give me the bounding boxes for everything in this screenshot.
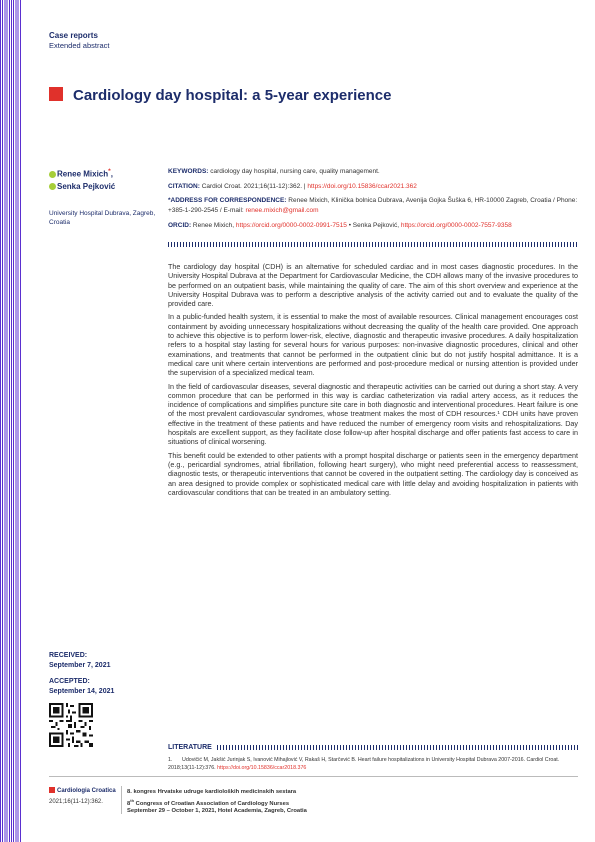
reference-link[interactable]: https://doi.org/10.15836/ccar2018.376 xyxy=(217,765,307,771)
article-body xyxy=(168,262,578,501)
journal-logo-icon xyxy=(49,787,55,793)
affiliation: University Hospital Dubrava, Zagreb, Croatia xyxy=(49,210,156,226)
paragraph: In a public-funded health system, it is essential to make the most of available resources. Clinical management encourages cost containment by avoiding unnecessary hospitalizations without decreasing the quality of the health care provided. One approach to achieve this objective is to perform lower-risk, elective, diagnostic and therapeutic invasive procedures. A daily hospitalization refers to a hospital stay lasting for several hours for various purposes: non-invasive diagnostic procedures, clinical and other examinations, and treatments that cannot be performed in the outpatient clinic but do not justify hospital admittance. It is a medical care unit where certain interventions are performed and post-procedure medical or nursing attention is provided under the supervision of a specialized medical team. xyxy=(168,312,578,378)
journal-name: Cardiologia Croatica xyxy=(49,787,116,796)
header-separator xyxy=(168,242,578,247)
qr-code-icon[interactable] xyxy=(49,703,93,747)
orcid-line: ORCID: Renee Mixich, https://orcid.org/0000-0002-0991-7515 • Senka Pejković, https://orcid.org/0000-0002-7557-9358 xyxy=(168,222,512,229)
page-edge-stripe xyxy=(0,0,21,842)
citation-line: CITATION: Cardiol Croat. 2021;16(11-12):362. | https://doi.org/10.15836/ccar2021.362 xyxy=(168,183,417,190)
received-date: September 7, 2021 xyxy=(49,662,111,669)
address-line: *ADDRESS FOR CORRESPONDENCE: Renee Mixich, Klinička bolnica Dubrava, Avenija Gojka Šuška 6, HR-10000 Zagreb, Croatia / Phone: +385-1-290-2545 / E-mail: renee.mixich@gmail.com xyxy=(168,197,578,214)
paragraph: The cardiology day hospital (CDH) is an alternative for scheduled cardiac and in most cases diagnostic procedures. In the University Hospital Dubrava at the Department for Cardiovascular Medicine, the CDH allows many of the invasive procedures to be performed on an outpatient basis, while maintaining the quality of care. The aim of this short overview and experience at the University Hospital Dubrava was to perform a descriptive analysis of the activity carried out and to evaluate the quality of the provided care. xyxy=(168,262,578,309)
accepted-label: ACCEPTED: xyxy=(49,678,90,685)
author-1: Renee Mixich*, xyxy=(49,167,113,180)
orcid-icon[interactable] xyxy=(49,171,56,178)
article-title: Cardiology day hospital: a 5-year experience xyxy=(73,87,392,104)
email-link[interactable]: renee.mixich@gmail.com xyxy=(245,207,319,214)
orcid-link-2[interactable]: https://orcid.org/0000-0002-7557-9358 xyxy=(400,222,512,229)
citation-doi-link[interactable]: https://doi.org/10.15836/ccar2021.362 xyxy=(307,183,417,190)
footer-rule xyxy=(49,776,578,777)
footer-divider xyxy=(121,786,122,814)
accepted-date: September 14, 2021 xyxy=(49,688,115,695)
paragraph: In the field of cardiovascular diseases, several diagnostic and therapeutic activities can be carried out during a short stay. A very common procedure that can be performed in this way is cardiac catheterization via radial artery access, as it reduces the incidence of complications and simplifies puncture site care in both diagnostic and interventional procedures. Heart failure is one of the most prevalent cardiovascular syndromes, whose treatment makes the most of CDH resources.¹ CDH units have proven effective in the treatment of these patients and have reduced the number of emergency room visits and rehospitalizations. Day hospitals are excellent support, as they facilitate close follow-up after hospital discharge and offer patients fast access to care in situations of clinical worsening. xyxy=(168,381,578,447)
title-marker xyxy=(49,87,63,101)
literature-separator xyxy=(217,745,578,750)
keywords-line: KEYWORDS: cardiology day hospital, nursing care, quality management. xyxy=(168,168,380,175)
conference-info: 8. kongres Hrvatske udruge kardioloških medicinskih sestara 8th Congress of Croatian Association of Cardiology Nurses September 29 – October 1, 2021, Hotel Academia, Zagreb, Croatia xyxy=(127,789,307,814)
section-label: Case reports xyxy=(49,31,98,40)
reference-item: 1. Udovičić M, Jakšić Jurinjak S, Ivanović Mihajlović V, Rakaš H, Starčević B. Heart failure hospitalizations in University Hospital Dubrava 2007-2016. Cardiol Croat. 2018;13(11-12):376. https://doi.org/10.15836/ccar2018.376 xyxy=(168,757,560,771)
author-2: Senka Pejković xyxy=(49,182,115,192)
orcid-icon[interactable] xyxy=(49,183,56,190)
subsection-label: Extended abstract xyxy=(49,41,110,50)
journal-citation: 2021;16(11-12):362. xyxy=(49,799,103,805)
orcid-link-1[interactable]: https://orcid.org/0000-0002-0991-7515 xyxy=(235,222,347,229)
literature-heading: LITERATURE xyxy=(168,744,212,751)
received-label: RECEIVED: xyxy=(49,652,88,659)
paragraph: This benefit could be extended to other patients with a prompt hospital discharge or patients seen in the emergency department (e.g., pericardial syndromes, atrial fibrillation, following heart surgery), who might need preferential access to reassessment, diagnostic tests, or therapeutic interventions that cannot be covered in the outpatient setting. The cardiology day is conceived as an area designed to provide complex or sophisticated medical care with little delay and avoiding hospitalization in patients with cardiovascular conditions that can be treated in an ambulatory setting. xyxy=(168,450,578,497)
